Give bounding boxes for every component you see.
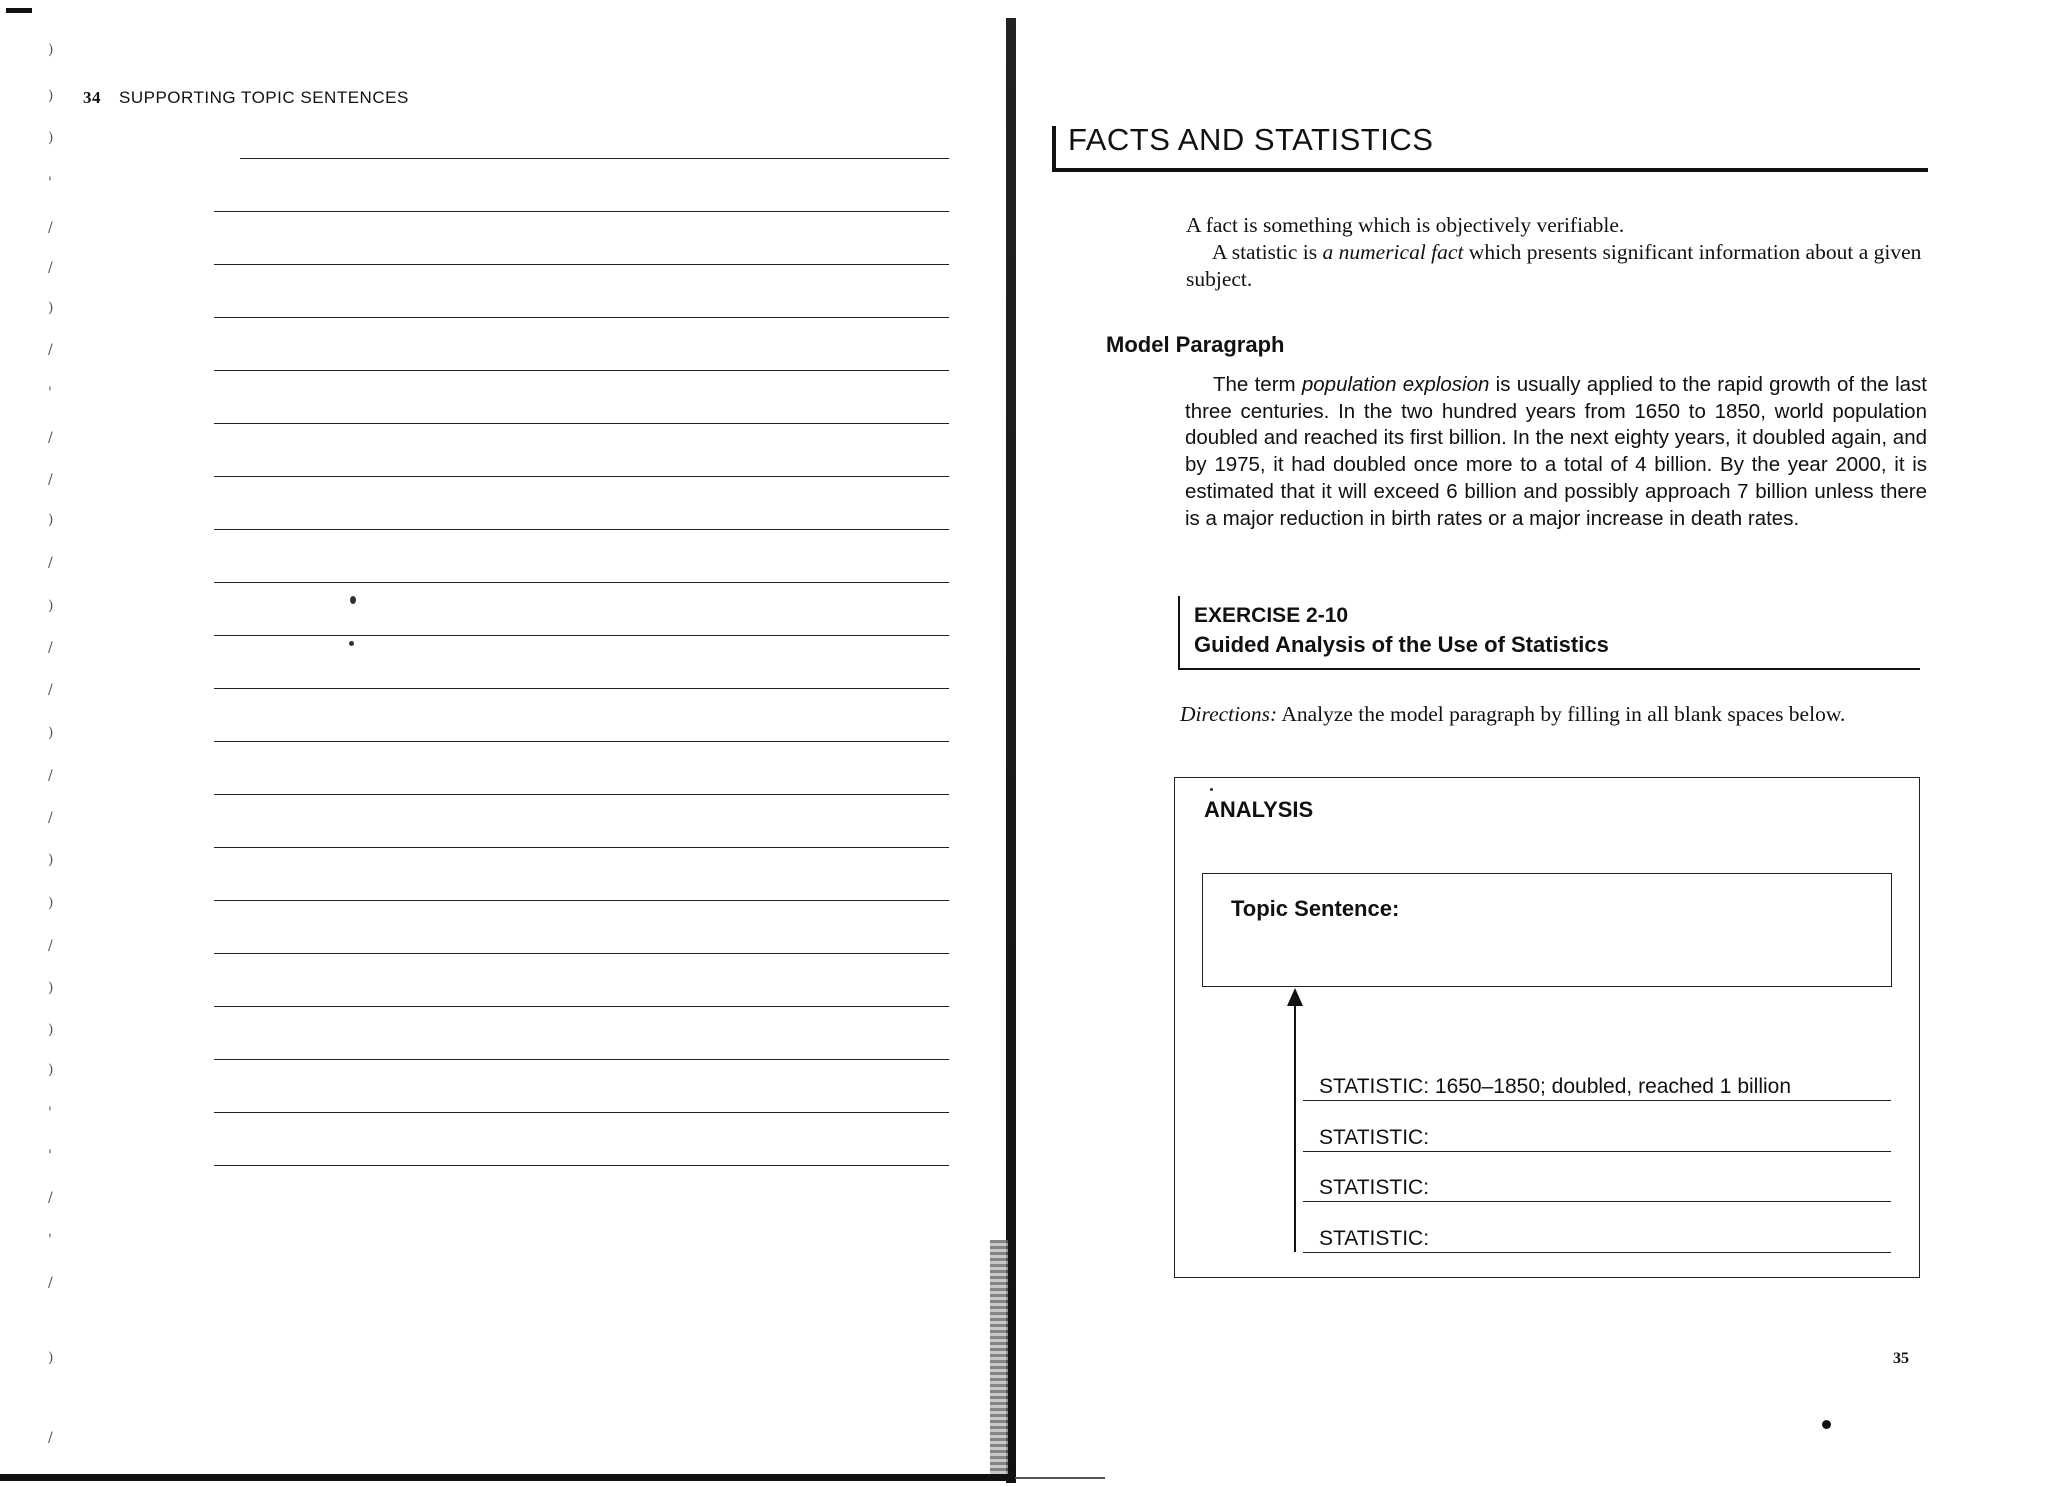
statistic-text: STATISTIC: — [1319, 1227, 1430, 1250]
exercise-number: EXERCISE 2-10 — [1194, 604, 1349, 627]
spine-shadow — [990, 1240, 1008, 1480]
section-heading-bar — [1052, 126, 1056, 168]
running-head-title: SUPPORTING TOPIC SENTENCES — [119, 88, 409, 107]
running-head — [83, 88, 409, 108]
definitions — [1186, 212, 1928, 293]
topic-sentence-box[interactable] — [1202, 873, 1892, 987]
binding-hole-marks: ) ) ) ' / / ) / ' / / ) / ) / / ) / / ) ) / ) ) ) ' ' / ' / ) / — [48, 42, 54, 1446]
writing-line[interactable] — [214, 370, 949, 371]
model-paragraph-heading: Model Paragraph — [1106, 332, 1285, 357]
statistic-text: STATISTIC: — [1319, 1176, 1430, 1199]
statistic-definition: A statistic is a numerical fact which presents significant information about a given subject. — [1186, 240, 1922, 291]
writing-line[interactable] — [214, 794, 949, 795]
statistic-blank[interactable] — [1303, 1117, 1891, 1152]
scan-mark — [6, 8, 32, 13]
section-heading — [1052, 120, 1928, 172]
statistic-blank[interactable] — [1303, 1167, 1891, 1202]
ink-dot — [1822, 1420, 1831, 1429]
writing-line[interactable] — [214, 264, 949, 265]
right-page-number: 35 — [1893, 1350, 1909, 1367]
directions — [1180, 702, 1845, 727]
analysis-title: ANALYSIS — [1204, 797, 1314, 822]
writing-line[interactable] — [214, 1059, 949, 1060]
writing-line[interactable] — [214, 582, 949, 583]
writing-line[interactable] — [214, 476, 949, 477]
support-arrow-line — [1294, 996, 1296, 1252]
writing-line[interactable] — [214, 635, 949, 636]
directions-label: Directions: — [1180, 702, 1278, 726]
statistic-blank[interactable] — [1303, 1066, 1891, 1101]
writing-line[interactable] — [214, 529, 949, 530]
writing-line[interactable] — [214, 1165, 949, 1166]
statistic-text: STATISTIC: 1650–1850; doubled, reached 1 billion — [1319, 1075, 1792, 1098]
ink-speck — [349, 641, 354, 646]
ink-speck — [1210, 788, 1213, 791]
writing-line[interactable] — [214, 423, 949, 424]
writing-line[interactable] — [214, 1112, 949, 1113]
bottom-edge-rule — [0, 1474, 1015, 1481]
writing-line[interactable] — [214, 741, 949, 742]
left-page-number: 34 — [83, 88, 101, 107]
ruled-writing-lines — [214, 158, 949, 1238]
exercise-title: Guided Analysis of the Use of Statistics — [1194, 632, 1609, 657]
writing-line[interactable] — [214, 953, 949, 954]
exercise-header — [1178, 596, 1920, 670]
statistic-blank[interactable] — [1303, 1218, 1891, 1253]
section-title: FACTS AND STATISTICS — [1068, 122, 1434, 157]
model-paragraph: The term population explosion is usually applied to the rapid growth of the last three centuries. In the two hundred years from 1650 to 1850, world population doubled and reached its first billion. In the next eighty years, it doubled again, and by 1975, it had doubled once more to a total of 4 billion. By the year 2000, it is estimated that it will exceed 6 billion and possibly approach 7 billion unless there is a major reduction in birth rates or a major increase in death rates. — [1185, 373, 1927, 530]
writing-line[interactable] — [214, 900, 949, 901]
topic-sentence-label: Topic Sentence: — [1231, 896, 1400, 921]
statistic-text: STATISTIC: — [1319, 1126, 1430, 1149]
writing-line[interactable] — [214, 688, 949, 689]
writing-line[interactable] — [240, 158, 949, 159]
writing-line[interactable] — [214, 847, 949, 848]
ink-speck — [350, 596, 356, 604]
fact-definition: A fact is something which is objectively verifiable. — [1186, 213, 1625, 237]
bottom-edge-rule — [1015, 1477, 1105, 1479]
writing-line[interactable] — [214, 317, 949, 318]
writing-line[interactable] — [214, 211, 949, 212]
analysis-box — [1174, 777, 1920, 1278]
directions-text: Analyze the model paragraph by filling in all blank spaces below. — [1277, 702, 1846, 726]
writing-line[interactable] — [214, 1006, 949, 1007]
